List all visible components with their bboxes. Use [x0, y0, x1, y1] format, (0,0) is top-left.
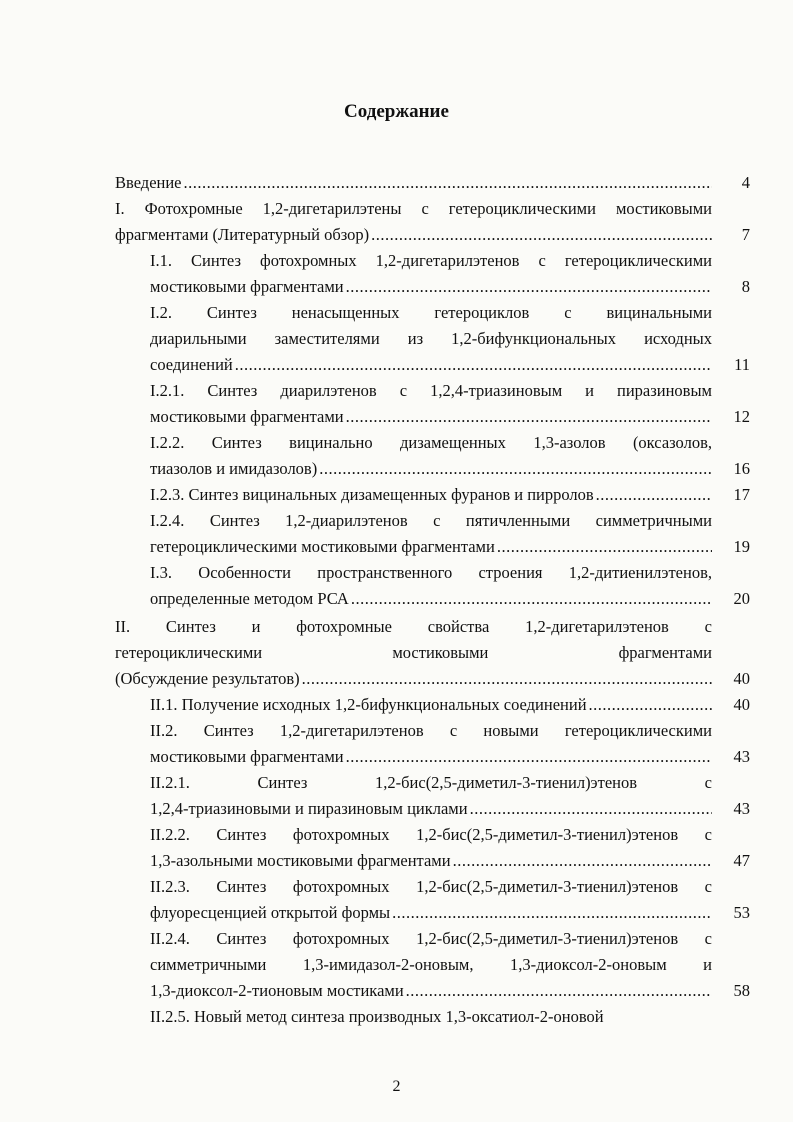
toc-entry-line — [115, 669, 712, 689]
toc-entry-line — [150, 485, 712, 505]
dot-leader — [346, 747, 712, 767]
dot-leader — [406, 981, 712, 1001]
dot-leader — [497, 537, 712, 557]
toc-entry-line — [115, 173, 712, 193]
dot-leader — [470, 799, 712, 819]
dot-leader — [392, 903, 712, 923]
toc-entry-line — [150, 537, 712, 557]
toc-entry-line: гетероциклическими мостиковыми фрагментами — [115, 643, 712, 662]
toc-entry-line: I.2.1. Синтез диарилэтенов с 1,2,4-триазиновым и пиразиновым — [150, 381, 712, 400]
toc-entry-line — [150, 407, 712, 427]
toc-entry-line — [150, 277, 712, 297]
dot-leader — [589, 695, 712, 715]
toc-page-number: 8 — [741, 277, 750, 296]
dot-leader — [184, 173, 712, 193]
toc-entry-line: I.2.2. Синтез вицинально дизамещенных 1,3-азолов (оксазолов, — [150, 433, 712, 452]
toc-entry-line: II. Синтез и фотохромные свойства 1,2-дигетарилэтенов с — [115, 617, 712, 636]
toc-entry-text: мостиковыми фрагментами — [150, 747, 344, 766]
toc-entry-text: II.1. Получение исходных 1,2-бифункциональных соединений — [150, 695, 587, 714]
toc-entry-text: фрагментами (Литературный обзор) — [115, 225, 370, 244]
toc-entry-text: тиазолов и имидазолов) — [150, 459, 318, 478]
dot-leader — [235, 355, 712, 375]
toc-page-number: 19 — [733, 537, 750, 556]
toc-entry-text: определенные методом РСА — [150, 589, 349, 608]
dot-leader — [346, 407, 712, 427]
toc-entry-line: симметричными 1,3-имидазол-2-оновым, 1,3-диоксол-2-оновым и — [150, 955, 712, 974]
toc-entry-line: I.1. Синтез фотохромных 1,2-дигетарилэтенов с гетероциклическими — [150, 251, 712, 270]
toc-entry-text: 1,3-азольными мостиковыми фрагментами — [150, 851, 451, 870]
page-title: Содержание — [344, 101, 449, 122]
toc-entry-line: I.2. Синтез ненасыщенных гетероциклов с вицинальными — [150, 303, 712, 322]
dot-leader — [596, 485, 712, 505]
toc-page-number: 17 — [733, 485, 750, 504]
toc-entry-line: II.2.3. Синтез фотохромных 1,2-бис(2,5-диметил-3-тиенил)этенов с — [150, 877, 712, 896]
toc-entry-line: II.2. Синтез 1,2-дигетарилэтенов с новыми гетероциклическими — [150, 721, 712, 740]
toc-page-number: 43 — [733, 747, 750, 766]
toc-page-number: 4 — [741, 173, 750, 192]
toc-entry-line — [150, 747, 712, 767]
toc-entry-text: флуоресценцией открытой формы — [150, 903, 391, 922]
toc-entry-text: (Обсуждение результатов) — [115, 669, 300, 688]
toc-entry-line: I.3. Особенности пространственного строения 1,2-дитиенилэтенов, — [150, 563, 712, 582]
toc-entry-text: 1,2,4-триазиновыми и пиразиновым циклами — [150, 799, 468, 818]
page-number: 2 — [392, 1078, 401, 1095]
toc-entry-line — [150, 355, 712, 375]
toc-page-number: 58 — [733, 981, 750, 1000]
toc-entry-line: II.2.2. Синтез фотохромных 1,2-бис(2,5-диметил-3-тиенил)этенов с — [150, 825, 712, 844]
toc-entry-line — [150, 981, 712, 1001]
dot-leader — [319, 459, 712, 479]
dot-leader — [346, 277, 712, 297]
toc-page-number: 16 — [733, 459, 750, 478]
toc-entry-text: гетероциклическими мостиковыми фрагментами — [150, 537, 495, 556]
toc-entry-text: 1,3-диоксол-2-тионовым мостиками — [150, 981, 404, 1000]
toc-entry-line: диарильными заместителями из 1,2-бифункциональных исходных — [150, 329, 712, 348]
toc-entry-line: I.2.4. Синтез 1,2-диарилэтенов с пятичленными симметричными — [150, 511, 712, 530]
toc-entry-text: Введение — [115, 173, 182, 192]
toc-entry-text: мостиковыми фрагментами — [150, 277, 344, 296]
toc-entry-line — [150, 799, 712, 819]
toc-page-number: 40 — [733, 695, 750, 714]
toc-entry-line — [150, 903, 712, 923]
toc-entry-line — [150, 695, 712, 715]
dot-leader — [371, 225, 712, 245]
dot-leader — [302, 669, 712, 689]
toc-entry-line: II.2.4. Синтез фотохромных 1,2-бис(2,5-диметил-3-тиенил)этенов с — [150, 929, 712, 948]
toc-page-number: 20 — [733, 589, 750, 608]
toc-entry-text: мостиковыми фрагментами — [150, 407, 344, 426]
toc-page-number: 11 — [734, 355, 750, 374]
dot-leader — [453, 851, 712, 871]
toc-page-number: 47 — [733, 851, 750, 870]
toc-entry-line — [150, 851, 712, 871]
toc-page-number: 43 — [733, 799, 750, 818]
toc-page-number: 53 — [733, 903, 750, 922]
toc-entry-line — [150, 459, 712, 479]
toc-page-number: 40 — [733, 669, 750, 688]
toc-entry-text: I.2.3. Синтез вицинальных дизамещенных фуранов и пирролов — [150, 485, 594, 504]
toc-entry-line: I. Фотохромные 1,2-дигетарилэтены с гетероциклическими мостиковыми — [115, 199, 712, 218]
toc-entry-text: соединений — [150, 355, 233, 374]
toc-entry-line: II.2.5. Новый метод синтеза производных 1,3-оксатиол-2-оновой — [150, 1007, 604, 1026]
toc-page-number: 12 — [733, 407, 750, 426]
toc-entry-line — [150, 589, 712, 609]
dot-leader — [351, 589, 712, 609]
toc-page-number: 7 — [741, 225, 750, 244]
toc-entry-line — [115, 225, 712, 245]
toc-entry-line: II.2.1. Синтез 1,2-бис(2,5-диметил-3-тиенил)этенов с — [150, 773, 712, 792]
